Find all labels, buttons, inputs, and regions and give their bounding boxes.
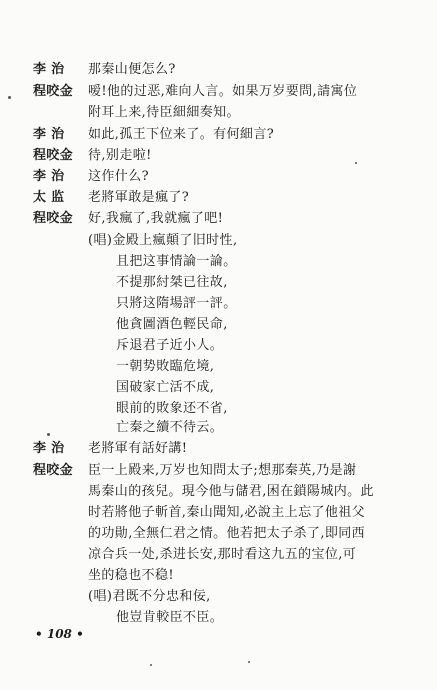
song-line: 斥退君子近小人。 xyxy=(116,338,224,353)
ink-speck xyxy=(355,162,357,164)
speaker-cheng-yaojin: 程咬金 xyxy=(33,463,73,478)
ink-speck xyxy=(47,433,50,436)
speaker-li-zhi: 李 治 xyxy=(33,127,65,142)
speaker-eunuch: 太 监 xyxy=(33,190,65,205)
dialogue-line: 这作什么? xyxy=(88,169,149,184)
song-line: 国破家亡活不成, xyxy=(116,380,215,395)
song-line: 亡秦之續不待云。 xyxy=(116,420,224,435)
dialogue-line: 好,我瘋了,我就瘋了吧! xyxy=(88,211,224,226)
dialogue-line: 坐的稳也不稳! xyxy=(88,568,175,583)
dialogue-line: 那秦山便怎么? xyxy=(88,62,176,77)
song-line: 且把这事情論一論。 xyxy=(116,254,237,269)
song-line: 他豈肯較臣不臣。 xyxy=(116,610,224,625)
dialogue-line: 如此,孤王下位来了。有何細言? xyxy=(88,127,275,142)
dialogue-line: 老將軍敢是瘋了? xyxy=(88,190,190,205)
song-line: 不提那紂桀已往故, xyxy=(116,275,228,290)
dialogue-line: 嗳!他的过恶,难向人言。如果万岁要問,請寓位 xyxy=(88,84,358,99)
dialogue-line: 附耳上来,待臣細細奏知。 xyxy=(88,105,240,120)
song-line: 一朝势敗臨危境, xyxy=(116,359,215,374)
dialogue-line: 时若將他子斬首,秦山聞知,必說主上忘了他祖父 xyxy=(88,505,366,520)
ink-speck xyxy=(150,664,152,666)
dialogue-line: 老將軍有話好講! xyxy=(88,441,188,456)
song-line: 眼前的敗象还不省, xyxy=(116,401,228,416)
dialogue-line: 凉合兵一处,杀进长安,那时看这九五的宝位,可 xyxy=(88,547,357,562)
song-line: 他貪圖酒色輕民命, xyxy=(116,317,228,332)
song-line: 只將这隋場評一評。 xyxy=(116,296,237,311)
speaker-cheng-yaojin: 程咬金 xyxy=(33,211,73,226)
speaker-li-zhi: 李 治 xyxy=(33,441,65,456)
dialogue-line: 的功勛,全無仁君之情。他若把太子杀了,即同西 xyxy=(88,526,366,541)
speaker-cheng-yaojin: 程咬金 xyxy=(33,84,73,99)
song-line: (唱)君既不分忠和佞, xyxy=(88,589,211,604)
speaker-li-zhi: 李 治 xyxy=(33,169,65,184)
speaker-li-zhi: 李 治 xyxy=(33,62,65,77)
song-line: (唱)金殿上瘋顛了旧时性, xyxy=(88,233,238,248)
page-number: • 108 • xyxy=(35,627,84,641)
dialogue-line: 馬秦山的孩兒。現今他与儲君,困在鎖陽城内。此 xyxy=(88,484,374,499)
speaker-cheng-yaojin: 程咬金 xyxy=(33,148,73,163)
ink-speck xyxy=(8,96,11,99)
dialogue-line: 待,别走啦! xyxy=(88,148,152,163)
dialogue-line: 臣一上殿来,万岁也知問太子;想那秦英,乃是謝 xyxy=(88,463,357,478)
ink-speck xyxy=(248,661,250,663)
